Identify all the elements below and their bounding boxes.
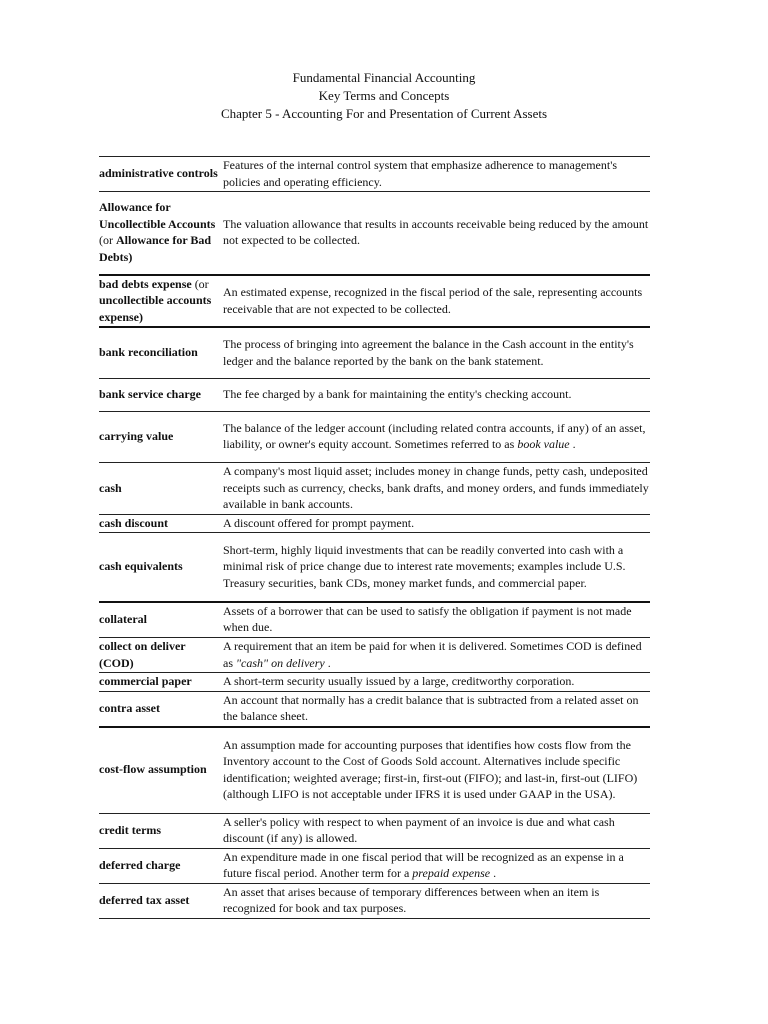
glossary-row	[99, 514, 650, 533]
glossary-row	[99, 462, 650, 514]
term: carrying value	[99, 411, 221, 462]
definition: Assets of a borrower that can be used to satisfy the obligation if payment is not made when due.	[221, 602, 650, 638]
glossary-row	[99, 673, 650, 692]
term-primary: bad debts expense	[99, 276, 192, 291]
course-title: Fundamental Financial Accounting	[292, 70, 476, 85]
term	[99, 275, 221, 328]
glossary-row	[99, 691, 650, 727]
definition-end: .	[490, 866, 497, 881]
glossary-row	[99, 883, 650, 918]
definition	[221, 848, 650, 883]
definition: An estimated expense, recognized in the fiscal period of the sale, representing accounts receivable that are not expected to be collected.	[221, 275, 650, 328]
term: cost-flow assumption	[99, 727, 221, 813]
glossary-row	[99, 813, 650, 848]
term: contra asset	[99, 691, 221, 727]
term-connector: (or	[191, 276, 209, 291]
term: bank service charge	[99, 378, 221, 411]
glossary-row	[99, 602, 650, 638]
definition: Features of the internal control system that emphasize adherence to management's policies and operating efficiency.	[221, 157, 650, 192]
definition: The valuation allowance that results in accounts receivable being reduced by the amount not expected to be collected.	[221, 192, 650, 275]
term: deferred charge	[99, 848, 221, 883]
term-alternate: Allowance for Bad Debts)	[99, 233, 212, 265]
definition: An asset that arises because of temporary differences between when an item is recognized for book and tax purposes.	[221, 883, 650, 918]
definition: Short-term, highly liquid investments that can be readily converted into cash with a minimal risk of price change due to interest rate movements; examples include U.S. Treasury securities, bank CDs, money market funds, and commercial paper.	[221, 533, 650, 602]
definition-emphasis: book value	[517, 437, 570, 452]
definition: An account that normally has a credit balance that is subtracted from a related asset on the balance sheet.	[221, 691, 650, 727]
glossary-row	[99, 157, 650, 192]
definition	[221, 638, 650, 673]
definition-text: The balance of the ledger account (including related contra accounts, if any) of an asset, liability, or owner's equity account. Sometimes referred to as	[223, 420, 646, 452]
definition: A short-term security usually issued by a large, creditworthy corporation.	[221, 673, 650, 692]
glossary-row	[99, 727, 650, 813]
glossary-row	[99, 192, 650, 275]
definition: The process of bringing into agreement the balance in the Cash account in the entity's ledger and the balance reported by the bank on the bank statement.	[221, 327, 650, 378]
glossary-row	[99, 378, 650, 411]
definition-emphasis: prepaid expense	[412, 866, 491, 881]
definition: The fee charged by a bank for maintaining the entity's checking account.	[221, 378, 650, 411]
term	[99, 192, 221, 275]
glossary-row	[99, 848, 650, 883]
term: administrative controls	[99, 157, 221, 192]
definition: A discount offered for prompt payment.	[221, 514, 650, 533]
glossary-row	[99, 275, 650, 328]
definition-text: An expenditure made in one fiscal period that will be recognized as an expense in a future fiscal period. Another term for a	[223, 849, 624, 881]
glossary-row	[99, 533, 650, 602]
term: collect on deliver (COD)	[99, 638, 221, 673]
term: cash discount	[99, 514, 221, 533]
term-alternate: uncollectible accounts expense)	[99, 293, 212, 324]
term: cash equivalents	[99, 533, 221, 602]
chapter-title: Chapter 5 - Accounting For and Presentation of Current Assets	[220, 106, 548, 121]
term: deferred tax asset	[99, 883, 221, 918]
definition-end: .	[324, 655, 331, 670]
definition-emphasis: "cash" on delivery	[236, 655, 325, 670]
glossary-row	[99, 638, 650, 673]
term-connector: (or	[99, 233, 116, 248]
definition: An assumption made for accounting purposes that identifies how costs flow from the Inventory account to the Cost of Goods Sold account. Alternatives include specific identification; weighted average; first-in, first-out (FIFO); and last-in, first-out (LIFO) (although LIFO is not acceptable under IFRS it is used under GAAP in the USA).	[221, 727, 650, 813]
document-header	[0, 69, 768, 123]
definition-end: .	[569, 437, 576, 452]
section-title: Key Terms and Concepts	[318, 88, 450, 103]
glossary-table	[99, 156, 650, 919]
term: collateral	[99, 602, 221, 638]
definition: A company's most liquid asset; includes money in change funds, petty cash, undeposited receipts such as currency, checks, bank drafts, and money orders, and funds immediately available in bank accounts.	[221, 462, 650, 514]
term: credit terms	[99, 813, 221, 848]
definition	[221, 411, 650, 462]
term: bank reconciliation	[99, 327, 221, 378]
glossary-row	[99, 327, 650, 378]
term: cash	[99, 462, 221, 514]
term-primary: Allowance for Uncollectible Accounts	[99, 200, 216, 231]
definition-text: A requirement that an item be paid for when it is delivered. Sometimes COD is defined as	[223, 639, 642, 670]
glossary-row	[99, 411, 650, 462]
term: commercial paper	[99, 673, 221, 692]
definition: A seller's policy with respect to when payment of an invoice is due and what cash discount (if any) is allowed.	[221, 813, 650, 848]
